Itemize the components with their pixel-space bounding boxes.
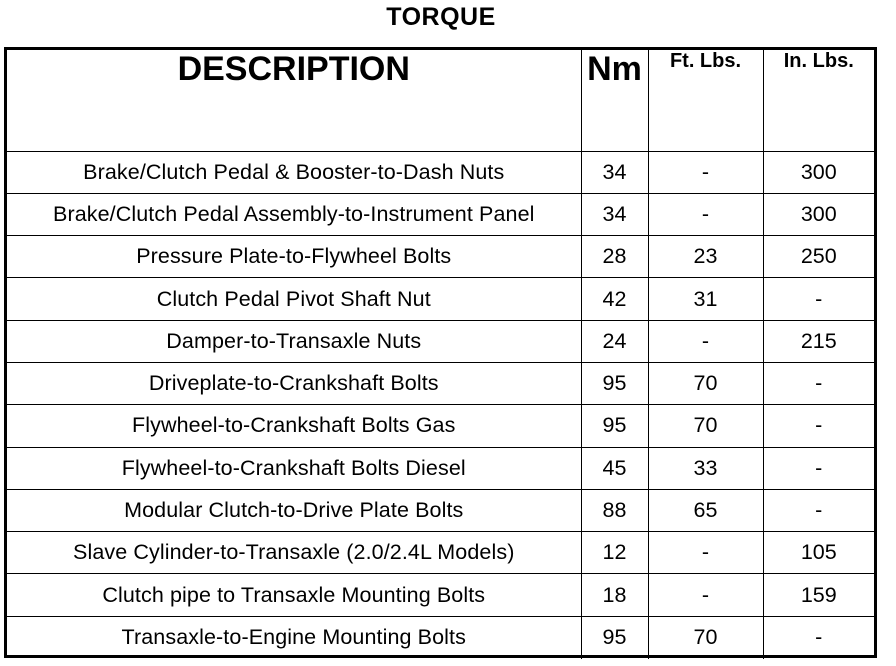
cell-description: Modular Clutch-to-Drive Plate Bolts <box>7 489 581 531</box>
table-row <box>7 532 874 574</box>
cell-ft-lbs: 70 <box>648 362 763 404</box>
cell-in-lbs: - <box>763 489 874 531</box>
cell-description: Clutch pipe to Transaxle Mounting Bolts <box>7 574 581 616</box>
cell-ft-lbs: 23 <box>648 236 763 278</box>
cell-nm: 95 <box>581 362 648 404</box>
cell-ft-lbs: 65 <box>648 489 763 531</box>
cell-in-lbs: - <box>763 362 874 404</box>
cell-ft-lbs: - <box>648 193 763 235</box>
cell-description: Driveplate-to-Crankshaft Bolts <box>7 362 581 404</box>
cell-nm: 12 <box>581 532 648 574</box>
table-row <box>7 320 874 362</box>
cell-nm: 28 <box>581 236 648 278</box>
table-row <box>7 405 874 447</box>
cell-nm: 24 <box>581 320 648 362</box>
cell-in-lbs: - <box>763 616 874 658</box>
cell-in-lbs: 300 <box>763 151 874 193</box>
cell-in-lbs: 300 <box>763 193 874 235</box>
cell-in-lbs: - <box>763 447 874 489</box>
cell-nm: 18 <box>581 574 648 616</box>
header-in-lbs: In. Lbs. <box>763 50 874 151</box>
header-description: DESCRIPTION <box>7 50 581 151</box>
cell-in-lbs: 215 <box>763 320 874 362</box>
cell-in-lbs: 250 <box>763 236 874 278</box>
cell-in-lbs: 159 <box>763 574 874 616</box>
table-header-row <box>7 50 874 151</box>
table-row <box>7 193 874 235</box>
cell-description: Pressure Plate-to-Flywheel Bolts <box>7 236 581 278</box>
cell-description: Flywheel-to-Crankshaft Bolts Gas <box>7 405 581 447</box>
cell-ft-lbs: 33 <box>648 447 763 489</box>
cell-nm: 34 <box>581 151 648 193</box>
cell-description: Brake/Clutch Pedal Assembly-to-Instrument Panel <box>7 193 581 235</box>
cell-description: Transaxle-to-Engine Mounting Bolts <box>7 616 581 658</box>
cell-in-lbs: - <box>763 405 874 447</box>
cell-ft-lbs: 70 <box>648 616 763 658</box>
table-body <box>7 151 874 659</box>
table-row <box>7 447 874 489</box>
header-nm: Nm <box>581 50 648 151</box>
table-row <box>7 616 874 658</box>
cell-in-lbs: 105 <box>763 532 874 574</box>
cell-ft-lbs: - <box>648 320 763 362</box>
cell-nm: 45 <box>581 447 648 489</box>
cell-nm: 88 <box>581 489 648 531</box>
table-row <box>7 362 874 404</box>
cell-nm: 42 <box>581 278 648 320</box>
cell-ft-lbs: 31 <box>648 278 763 320</box>
header-ft-lbs: Ft. Lbs. <box>648 50 763 151</box>
page-title: TORQUE <box>386 3 496 31</box>
table-row <box>7 489 874 531</box>
cell-description: Brake/Clutch Pedal & Booster-to-Dash Nuts <box>7 151 581 193</box>
cell-description: Clutch Pedal Pivot Shaft Nut <box>7 278 581 320</box>
table-row <box>7 278 874 320</box>
cell-nm: 95 <box>581 405 648 447</box>
cell-nm: 34 <box>581 193 648 235</box>
table-row <box>7 574 874 616</box>
cell-ft-lbs: - <box>648 151 763 193</box>
table-row <box>7 236 874 278</box>
cell-ft-lbs: - <box>648 532 763 574</box>
table-row <box>7 151 874 193</box>
torque-table <box>7 50 874 659</box>
cell-ft-lbs: - <box>648 574 763 616</box>
cell-description: Slave Cylinder-to-Transaxle (2.0/2.4L Models) <box>7 532 581 574</box>
cell-description: Flywheel-to-Crankshaft Bolts Diesel <box>7 447 581 489</box>
cell-in-lbs: - <box>763 278 874 320</box>
cell-description: Damper-to-Transaxle Nuts <box>7 320 581 362</box>
cell-ft-lbs: 70 <box>648 405 763 447</box>
cell-nm: 95 <box>581 616 648 658</box>
